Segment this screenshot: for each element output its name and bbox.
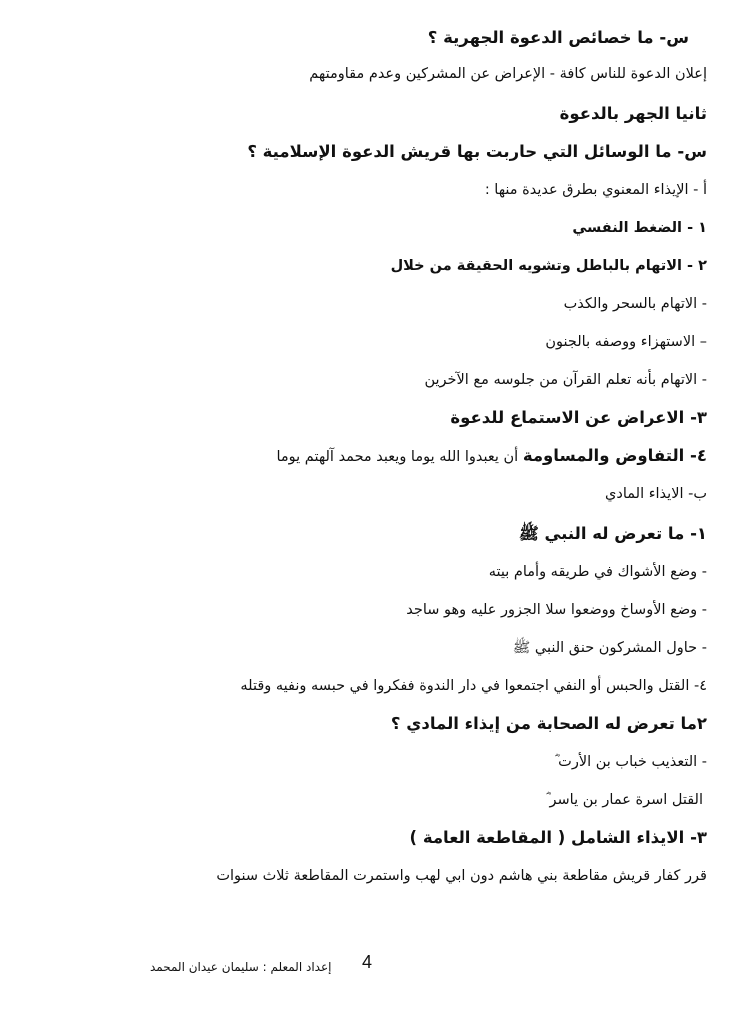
numbered-heading: ٣- الايذاء الشامل ( المقاطعة العامة ) (409, 828, 707, 847)
question-heading: ٢ما تعرض له الصحابة من إيذاء المادي ؟ (390, 714, 707, 733)
list-item: - الاتهام بأنه تعلم القرآن من جلوسه مع الآخرين (424, 372, 707, 388)
negotiation-heading: ٤- التفاوض والمساومة (522, 446, 707, 465)
list-item: - وضع الأشواك في طريقه وأمام بيته (488, 564, 707, 580)
text-line: إعلان الدعوة للناس كافة - الإعراض عن المشركين وعدم مقاومتهم (309, 66, 707, 82)
numbered-item: ١ - الضغط النفسي (572, 220, 707, 236)
list-item: - وضع الأوساخ ووضعوا سلا الجزور عليه وهو ساجد (406, 602, 707, 618)
numbered-heading: ١- ما تعرض له النبي ﷺ (518, 524, 707, 543)
list-item: - الاتهام بالسحر والكذب (563, 296, 707, 312)
list-item: - حاول المشركون حنق النبي ﷺ (512, 640, 707, 656)
text-line: قرر كفار قريش مقاطعة بني هاشم دون ابي لهب واستمرت المقاطعة ثلاث سنوات (216, 868, 707, 884)
negotiation-text: أن يعبدوا الله يوما ويعبد محمد آلهتم يوما (276, 449, 523, 465)
list-item: - التعذيب خباب بن الأرت ؓ (554, 754, 707, 770)
list-item: القتل اسرة عمار بن ياسر ؓ (545, 792, 703, 808)
question-heading: س- ما الوسائل التي حاربت بها قريش الدعوة الإسلامية ؟ (247, 142, 707, 161)
footer-author: إعداد المعلم : سليمان عيدان المحمد (150, 960, 332, 974)
text-line: ب- الايذاء المادي (605, 486, 707, 502)
numbered-item: ٢ - الاتهام بالباطل وتشويه الحقيقة من خلال (390, 258, 707, 274)
numbered-heading: ٣- الاعراض عن الاستماع للدعوة (450, 408, 707, 427)
list-item: ٤- القتل والحبس أو النفي اجتمعوا في دار الندوة ففكروا في حبسه ونفيه وقتله (240, 678, 707, 694)
question-heading: س- ما خصائص الدعوة الجهرية ؟ (427, 28, 689, 47)
numbered-item (276, 446, 707, 466)
list-item: – الاستهزاء ووصفه بالجنون (545, 334, 707, 350)
page-number: 4 (362, 952, 373, 972)
section-heading: ثانيا الجهر بالدعوة (559, 104, 707, 123)
text-line: أ - الإيذاء المعنوي بطرق عديدة منها : (484, 182, 707, 198)
